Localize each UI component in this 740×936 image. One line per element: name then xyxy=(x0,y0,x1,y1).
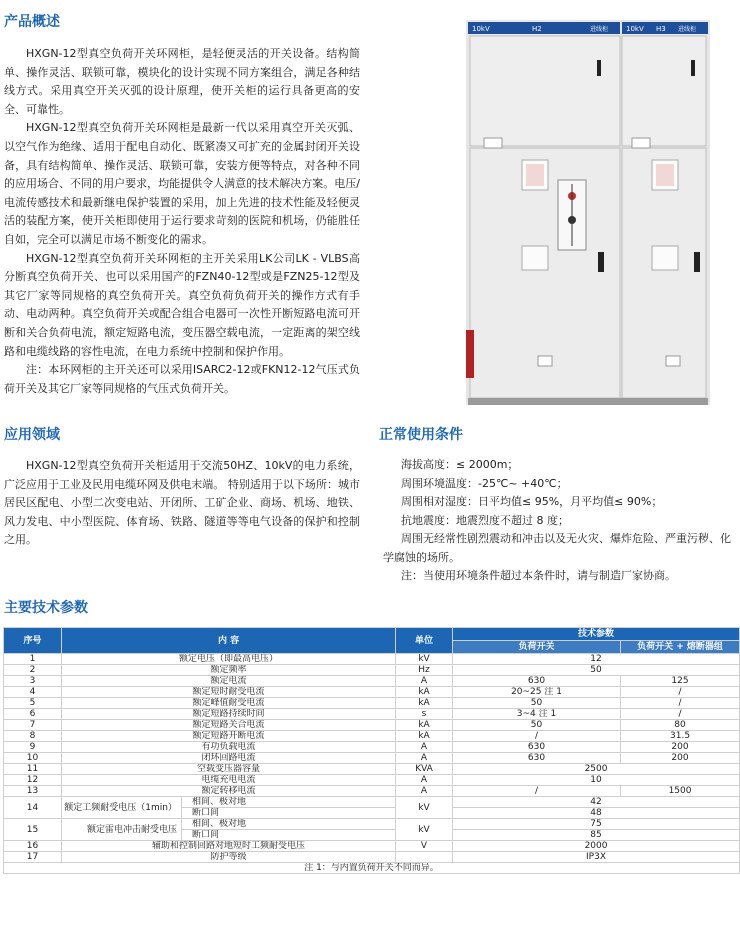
header-tech: 技术参数 xyxy=(453,628,740,641)
table-cell: 7 xyxy=(4,720,62,731)
table-cell: 16 xyxy=(4,841,62,852)
condition-item: 海拔高度：≤ 2000m； xyxy=(401,458,519,471)
header-content: 内 容 xyxy=(62,628,396,654)
table-cell: 200 xyxy=(621,742,740,753)
params-body xyxy=(4,654,740,874)
table-cell: / xyxy=(453,786,621,797)
header-no: 序号 xyxy=(4,628,62,654)
switchgear-cabinet-image xyxy=(466,20,710,405)
table-footnote-row xyxy=(4,863,740,874)
table-cell: 额定电压（即最高电压） xyxy=(62,654,396,665)
table-cell: 9 xyxy=(4,742,62,753)
table-cell: 85 xyxy=(453,830,740,841)
table-cell: 电缆充电电流 xyxy=(62,775,396,786)
table-cell: kV xyxy=(396,819,453,841)
table-cell: 31.5 xyxy=(621,731,740,742)
condition-item: 抗地震度：地震烈度不超过 8 度； xyxy=(401,513,569,527)
table-cell: 20~25 注 1 xyxy=(453,687,621,698)
cabinet-left-voltage: 10kV xyxy=(472,25,490,33)
overview-paragraph: HXGN-12型真空负荷开关环网柜是最新一代以采用真空开关灭弧、以空气作为绝缘、适用于配电自动化、既紧凑又可扩充的金属封闭开关设备，具有结构简单、操作灵活、联锁可靠，安装方便等特点，对各种不同的应用场合、不同的用户要求，均能提供令人满意的技术解决方案。电压/电流传感技术和最新继电保护装置的采用，加上先进的技术性能及轻便灵活的装配方案，使开关柜即使用于运行要求苛刻的医院和机场，仍能胜任自如，完全可以满足市场不断变化的需求。 xyxy=(4,121,360,246)
table-cell: 闭环回路电流 xyxy=(62,753,396,764)
table-cell: 相间、极对地 xyxy=(182,819,396,830)
table-cell: 空载变压器容量 xyxy=(62,764,396,775)
table-cell: 4 xyxy=(4,687,62,698)
overview-paragraph: HXGN-12型真空负荷开关环网柜，是轻便灵活的开关设备。结构简单、操作灵活、联锁可靠，模块化的设计实现不同方案组合，满足各种结线方式。采用真空开关灭弧的设计原理，使开关柜的运行具备更高的安全、可靠性。 xyxy=(4,47,360,116)
table-cell: kA xyxy=(396,720,453,731)
table-cell: 50 xyxy=(453,665,740,676)
table-cell: 防护等级 xyxy=(62,852,396,863)
table-cell: 额定短路关合电流 xyxy=(62,720,396,731)
table-cell: 额定雷电冲击耐受电压 xyxy=(62,819,182,841)
table-cell: 额定短路开断电流 xyxy=(62,731,396,742)
cabinet-right-voltage: 10kV xyxy=(626,25,644,33)
cabinet-right-id: H3 xyxy=(656,25,666,33)
table-cell: 125 xyxy=(621,676,740,687)
table-cell: kV xyxy=(396,654,453,665)
table-cell: 11 xyxy=(4,764,62,775)
table-row xyxy=(4,753,740,764)
table-cell: 1500 xyxy=(621,786,740,797)
table-cell: 50 xyxy=(453,698,621,709)
cabinet-left-id: H2 xyxy=(532,25,542,33)
table-row xyxy=(4,687,740,698)
table-cell: 1 xyxy=(4,654,62,665)
table-cell: 6 xyxy=(4,709,62,720)
condition-item: 周围无经常性剧烈震动和冲击以及无火灾、爆炸危险、严重污秽、化学腐蚀的场所。 xyxy=(383,532,731,564)
table-row xyxy=(4,720,740,731)
table-cell: 630 xyxy=(453,676,621,687)
table-cell: kV xyxy=(396,797,453,819)
table-cell: 50 xyxy=(453,720,621,731)
conditions-title: 正常使用条件 xyxy=(379,427,463,443)
table-cell: 2000 xyxy=(453,841,740,852)
table-cell: 辅助和控制回路对地短时工频耐受电压 xyxy=(62,841,396,852)
header-unit: 单位 xyxy=(396,628,453,654)
table-cell: 10 xyxy=(453,775,740,786)
table-cell: / xyxy=(621,698,740,709)
table-cell: kA xyxy=(396,687,453,698)
table-cell: 额定短路持续时间 xyxy=(62,709,396,720)
table-cell: 有功负载电流 xyxy=(62,742,396,753)
table-cell: s xyxy=(396,709,453,720)
table-cell: 42 xyxy=(453,797,740,808)
overview-paragraph: HXGN-12型真空负荷开关环网柜的主开关采用LK公司LK - VLBS高分断真空负荷开关、也可以采用国产的FZN40-12型或是FZN25-12型及其它厂家等同规格的真空负荷开关。真空负荷负荷开关的操作方式有手动、电动两种。真空负荷开关或配合组合电器可一次性开断短路电流可开断和关合负荷电流，额定短路电流，变压器空载电流，一定距离的架空线路和电缆线路的容性电流，在电力系统中控制和保护作用。 xyxy=(4,251,360,358)
table-row xyxy=(4,676,740,687)
table-footnote: 注 1：与内置负荷开关不同而异。 xyxy=(4,863,740,874)
params-table xyxy=(3,627,740,874)
table-cell: 2500 xyxy=(453,764,740,775)
table-row xyxy=(4,665,740,676)
table-cell: 额定电流 xyxy=(62,676,396,687)
table-cell: 10 xyxy=(4,753,62,764)
table-cell: kA xyxy=(396,731,453,742)
table-cell: A xyxy=(396,753,453,764)
overview-paragraph: 注：本环网柜的主开关还可以采用ISARC2-12或FKN12-12气压式负荷开关及其它厂家等同规格的气压式负荷开关。 xyxy=(4,363,360,395)
table-row xyxy=(4,742,740,753)
table-cell: 额定工频耐受电压（1min） xyxy=(62,797,182,819)
table-cell: 相间、极对地 xyxy=(182,797,396,808)
table-cell: 断口间 xyxy=(182,808,396,819)
table-row xyxy=(4,764,740,775)
table-cell: IP3X xyxy=(453,852,740,863)
table-cell: / xyxy=(621,709,740,720)
overview-text xyxy=(4,45,360,398)
table-cell: Hz xyxy=(396,665,453,676)
table-cell: 3 xyxy=(4,676,62,687)
condition-item: 周围环境温度：-25℃~ +40℃； xyxy=(401,476,568,490)
cabinet-left-type: 进线柜 xyxy=(590,26,609,33)
table-row xyxy=(4,775,740,786)
table-row xyxy=(4,654,740,665)
application-text xyxy=(4,457,360,550)
table-cell: 8 xyxy=(4,731,62,742)
table-row xyxy=(4,786,740,797)
params-title: 主要技术参数 xyxy=(4,600,88,616)
table-cell: 断口间 xyxy=(182,830,396,841)
table-cell: 48 xyxy=(453,808,740,819)
table-cell: 80 xyxy=(621,720,740,731)
table-cell: A xyxy=(396,676,453,687)
table-cell: 17 xyxy=(4,852,62,863)
overview-title: 产品概述 xyxy=(4,14,60,30)
table-cell: 630 xyxy=(453,742,621,753)
table-cell: 额定短时耐受电流 xyxy=(62,687,396,698)
table-cell: KVA xyxy=(396,764,453,775)
table-cell: A xyxy=(396,786,453,797)
table-row xyxy=(4,819,740,830)
header-col1: 负荷开关 xyxy=(453,641,621,654)
table-cell: 2 xyxy=(4,665,62,676)
table-cell: V xyxy=(396,841,453,852)
table-cell: A xyxy=(396,742,453,753)
cabinet-right-type: 进线柜 xyxy=(678,26,697,33)
table-cell: 13 xyxy=(4,786,62,797)
conditions-list xyxy=(383,456,733,586)
table-row xyxy=(4,698,740,709)
table-cell: 630 xyxy=(453,753,621,764)
table-row xyxy=(4,709,740,720)
table-cell: 额定频率 xyxy=(62,665,396,676)
condition-item: 周围相对湿度：日平均值≤ 95%，月平均值≤ 90%； xyxy=(401,495,663,508)
table-cell: 额定转移电流 xyxy=(62,786,396,797)
table-cell: 75 xyxy=(453,819,740,830)
table-cell xyxy=(396,852,453,863)
table-cell: kA xyxy=(396,698,453,709)
table-row xyxy=(4,852,740,863)
table-cell: 15 xyxy=(4,819,62,841)
table-row xyxy=(4,797,740,808)
table-cell: / xyxy=(621,687,740,698)
table-cell: 12 xyxy=(453,654,740,665)
application-title: 应用领域 xyxy=(4,427,60,443)
table-cell: 5 xyxy=(4,698,62,709)
table-cell: 200 xyxy=(621,753,740,764)
table-cell: 3~4 注 1 xyxy=(453,709,621,720)
table-cell: 额定峰值耐受电流 xyxy=(62,698,396,709)
table-row xyxy=(4,731,740,742)
condition-item: 注：当使用环境条件超过本条件时，请与制造厂家协商。 xyxy=(401,569,676,582)
table-cell: A xyxy=(396,775,453,786)
header-col2: 负荷开关 + 熔断器组 xyxy=(621,641,740,654)
table-cell: / xyxy=(453,731,621,742)
application-paragraph: HXGN-12型真空负荷开关柜适用于交流50HZ、10kV的电力系统，广泛应用于工业及民用电缆环网及供电末端。 特别适用于以下场所：城市居民区配电、小型二次变电站、开闭所、工矿企业、商场、机场、地铁、风力发电、中小型医院、体育场、铁路、隧道等等电气设备的保护和控制之用。 xyxy=(4,459,360,547)
table-row xyxy=(4,841,740,852)
table-cell: 14 xyxy=(4,797,62,819)
table-cell: 12 xyxy=(4,775,62,786)
